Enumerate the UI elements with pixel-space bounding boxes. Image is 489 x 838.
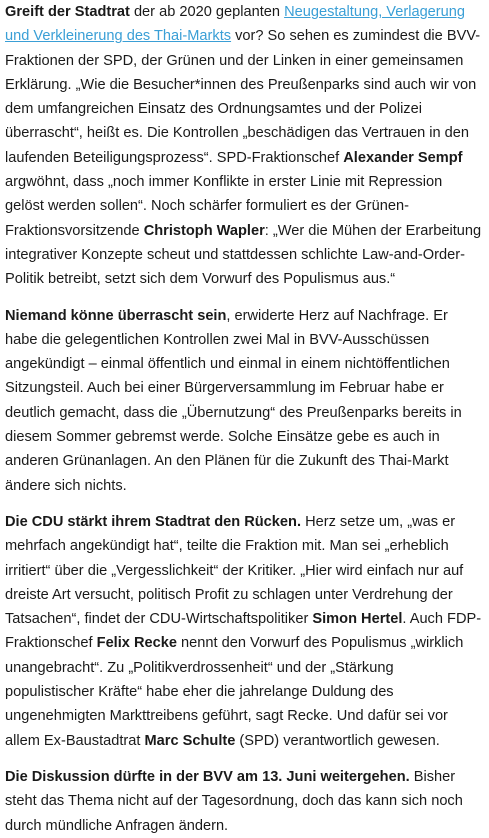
- text-run: . Auch FDP-Fraktionschef: [5, 611, 482, 652]
- paragraph-1: [5, 0, 483, 292]
- paragraph-3: [5, 510, 483, 753]
- text-run: der ab 2020 geplanten: [129, 4, 285, 20]
- paragraph-2: [5, 304, 483, 498]
- text-run: vor? So sehen es zumindest die BVV-Fraktionen der SPD, der Grünen und der Linken in einer gemeinsamen Erklärung. „Wie die Besucher*innen des Preußenparks sind auch wir von dem umfangreichen Einsatz des Ordnungsamtes und der Polizei überrascht“, heißt es. Die Kontrollen „beschädigen das Vertrauen in den laufenden Beteiligungsprozess“. SPD-Fraktionschef: [5, 28, 481, 166]
- paragraph-4: [5, 765, 483, 838]
- text-run: argwöhnt, dass „noch immer Konflikte in erster Linie mit Repression gelöst werden sollen“. Noch schärfer formuliert es der Grünen-Fraktionsvorsitzende: [5, 174, 443, 239]
- bold-lead: Die Diskussion dürfte in der BVV am 13. Juni weitergehen.: [5, 768, 410, 785]
- bold-lead: Greift der Stadtrat: [5, 4, 130, 20]
- bold-lead: Die CDU stärkt ihrem Stadtrat den Rücken.: [5, 513, 302, 530]
- person-name: Alexander Sempf: [343, 149, 463, 166]
- text-run: , erwiderte Herz auf Nachfrage. Er habe die gelegentlichen Kontrollen zwei Mal in BVV-Ausschüssen angekündigt – einmal öffentlich und einmal in einem nichtöffentlichen Sitzungsteil. Auch bei einer Bürgerversammlung im Februar habe er deutlich gemacht, dass die „Übernutzung“ des Preußenparks bereits in diesem Sommer gebremst werde. Solche Einsätze gebe es auch in anderen Grünanlagen. An den Plänen für die Zukunft des Thai-Markt ändere sich nichts.: [5, 307, 462, 494]
- person-name: Simon Hertel: [312, 611, 403, 628]
- person-name: Marc Schulte: [144, 732, 236, 749]
- text-run: nennt den Vorwurf des Populismus „wirklich unangebracht“. Zu „Politikverdrossenheit“ und der „Stärkung populistischer Kräfte“ habe eher die jahrelange Duldung des ungenehmigten Markttreibens geführt, sagt Recke. Und dafür sei vor allem Ex-Baustadtrat: [5, 635, 464, 749]
- text-run: Bisher steht das Thema nicht auf der Tagesordnung, doch das kann sich noch durch mündliche Anfragen ändern.: [5, 768, 463, 834]
- text-run: (SPD) verantwortlich gewesen.: [235, 732, 440, 749]
- person-name: Christoph Wapler: [143, 222, 265, 239]
- text-run: : „Wer die Mühen der Erarbeitung integrativer Konzepte scheut und stattdessen schlichte Law-and-Order-Politik betreibt, setzt sich dem Vorwurf des Populismus aus.“: [5, 222, 482, 288]
- person-name: Felix Recke: [96, 635, 177, 652]
- thai-markt-link[interactable]: Neugestaltung, Verlagerung und Verkleinerung des Thai-Markts: [5, 4, 466, 45]
- bold-lead: Niemand könne überrascht sein: [5, 307, 227, 324]
- text-run: Herz setze um, „was er mehrfach angekündigt hat“, teilte die Fraktion mit. Man sei „erheblich irritiert“ über die „Vergesslichkeit“ der Kritiker. „Hier wird einfach nur auf dreiste Art versucht, politisch Profit zu schlagen unter Verdrehung der Tatsachen“, findet der CDU-Wirtschaftspolitiker: [5, 513, 464, 628]
